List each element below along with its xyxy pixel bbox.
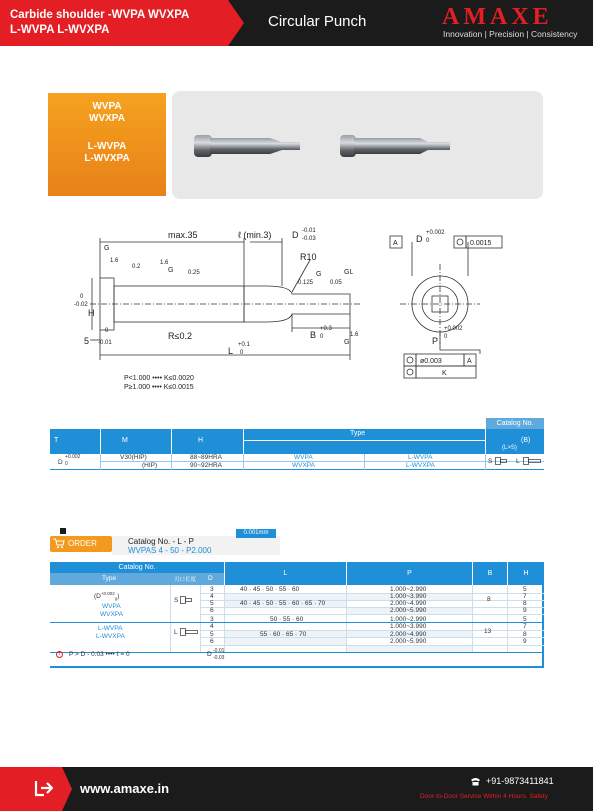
t1-h-M: M [122,437,128,444]
product-photo [172,91,543,199]
table-note [56,648,225,661]
t2-h-P: P [346,562,472,585]
t2-short-blade-icon [180,596,192,604]
rough-1-6-b: 1.6 [110,258,119,264]
order-label: ORDER [68,539,97,548]
t2-h-7: 8 [523,631,527,638]
t2-h-6: 7 [523,623,527,630]
t1-D-upper: +0.002 [65,454,81,460]
rough-0-25: 0.25 [188,270,200,276]
tol-P-upper: +0.002 [444,326,463,332]
dim-max35: max.35 [168,230,198,240]
dim-B-lower: 0 [320,334,324,340]
dim-L-upper: +0.1 [238,342,250,348]
badge-lwvxpa: L-WVXPA [84,153,130,164]
category-title: Circular Punch [268,13,367,30]
mark-G-2: G [168,267,174,274]
dim-B-upper: +0.3 [320,326,332,332]
rough-0-05: 0.05 [330,280,342,286]
note-d-upper: -0.01 [213,648,225,654]
order-format: Catalog No. - L - P [128,537,194,546]
note-circle-icon: i [56,651,63,658]
t2-p-4: 2.000~5.990 [390,607,427,614]
long-blade-icon [523,457,541,465]
badge-wvxpa: WVXPA [89,113,125,124]
t2-g1-S: S [174,597,179,604]
t2-g1-wvxpa: WVXPA [100,611,123,618]
note-d: D [207,651,212,658]
dim-H: H [88,308,95,318]
t2-dtol: $(D^{+0.002}_0)$ [94,591,120,602]
t2-p-2: 1.000~3.990 [390,593,427,600]
t1-lwvxpa: L-WVXPA [406,462,435,469]
header-arrow [228,0,244,46]
t1-D-lower: 0 [65,461,68,467]
k-rule-1: P<1.000 •••• K≤0.0020 [124,375,194,382]
dim-D: D [292,230,299,240]
tol-D: D [416,234,423,244]
note-text: P > D - 0.03 •••• ℓ = 0 [69,651,130,659]
t1-m2: (HIP) [142,462,158,469]
t2-d-5: 3 [210,616,214,623]
mark-G-3: G [316,271,322,278]
rough-1-6-a: 1.6 [160,260,169,266]
dim-L-lower: 0 [240,350,244,356]
t1-D: D [58,459,63,466]
dim-B: B [310,330,317,340]
footer-arrow [62,767,72,811]
t2-h-type: Type [102,575,117,582]
tol-concentricity: ø0.003 [420,358,442,365]
dim-five: 5 [84,336,90,346]
t2-b-g2: 13 [484,628,492,635]
t2-h-8: 9 [523,638,527,645]
tol-P: P [432,336,439,346]
t1-lwvpa: L-WVPA [408,454,433,461]
t2-d-7: 5 [210,631,214,638]
punch-photo-illustration [172,91,543,199]
mark-GL: GL [344,269,354,276]
t2-d-1: 3 [210,586,214,593]
note-d-lower: -0.03 [213,655,225,661]
dim-H-lower: -0.02 [74,302,88,308]
t2-h-2: 7 [523,593,527,600]
t1-wvpa: WVPA [294,454,313,461]
t2-p-6: 1.000~3.990 [390,623,427,630]
product-title-line2: L-WVPA L-WVXPA [10,24,110,36]
rough-0-2: 0.2 [132,264,141,270]
t2-d-3: 5 [210,600,214,607]
dim-H-upper: 0 [80,294,84,300]
dim-five-upper: 0 [105,328,109,334]
t2-h-4: 9 [523,607,527,614]
t2-b-g1: 8 [487,596,491,603]
t2-g2-lwvxpa: L-WVXPA [96,633,125,640]
t2-h-1: 5 [523,586,527,593]
dim-L: L [228,346,234,356]
brand-logo: AMAXE [442,4,553,30]
phone-number[interactable]: +91-9873411841 [486,776,554,786]
punch-1 [194,135,300,157]
badge-lwvpa: L-WVPA [87,141,127,152]
cart-icon [53,538,65,549]
t2-d-4: 6 [210,607,214,614]
tol-K: K [442,370,447,377]
dim-R10: R10 [300,252,317,262]
rough-0-125: 0.125 [298,280,314,286]
model-badge [48,93,166,196]
t1-h-T: T [54,437,59,444]
t1-h-H: H [198,437,204,444]
t2-l-g1a: 40 · 45 · 50 · 55 · 60 [240,586,300,593]
t2-d-2: 4 [210,593,214,600]
tol-D-upper: +0.002 [426,230,445,236]
t2-h-B: B [472,562,507,585]
short-blade-icon [495,457,507,465]
website-link[interactable]: www.amaxe.in [80,781,170,796]
t1-h-B: (B) [521,437,531,444]
product-title-line1: Carbide shoulder -WVPA WVXPA [10,9,190,21]
tol-circularity: 0.0015 [470,240,492,247]
t2-long-blade-icon [180,628,198,636]
t1-h-LS: (L>S) [502,445,517,451]
mark-G-4: G [344,339,350,346]
t2-h-L: L [224,562,346,585]
t2-p-5: 1.000~2.990 [390,616,427,623]
t1-catalog-no: Catalog No. [486,418,544,429]
punch-2 [340,135,450,157]
datum-A: A [393,240,398,247]
exit-arrow-icon [33,777,53,799]
t1-S: S [488,458,493,465]
t2-l-g2a: 50 · 55 · 60 [270,616,304,623]
t1-m1: V30(HIP) [120,454,147,461]
tol-P-lower: 0 [444,334,448,340]
t2-p-1: 1.000~2.990 [390,586,427,593]
order-unit: 0.001mm [236,529,276,538]
t1-L: L [516,458,520,465]
t2-subheader [50,573,224,585]
t2-g1-wvpa: WVPA [102,603,121,610]
t2-p-3: 2.000~4.990 [390,600,427,607]
k-rule-2: P≥1.000 •••• K≤0.0015 [124,384,194,391]
t1-wvxpa: WVXPA [292,462,315,469]
t2-p-7: 2.000~4.990 [390,631,427,638]
t2-h-H: H [507,562,544,585]
t2-h-5: 5 [523,616,527,623]
order-marker [60,528,66,534]
t2-p-8: 2.000~5.990 [390,638,427,645]
order-example-code: WVPAS 4 - 50 - P2.000 [128,546,212,555]
t2-d-8: 6 [210,638,214,645]
phone-icon [470,777,481,786]
t2-g2-lwvpa: L-WVPA [98,625,123,632]
t2-g2-L: L [174,629,178,636]
technical-drawing [60,220,520,400]
t2-h-3: 8 [523,600,527,607]
rough-1-6-c: 1.6 [350,332,359,338]
tol-conc-datum: A [467,358,472,365]
dim-D-upper: -0.01 [302,228,316,234]
t1-type-divider [243,429,485,441]
t2-l-g2b: 55 · 60 · 65 · 70 [260,631,307,638]
badge-wvpa: WVPA [92,101,122,112]
t1-h2: 90~92HRA [190,462,222,469]
dim-D-lower: -0.03 [302,236,316,242]
mark-G-1: G [104,245,110,252]
t1-h1: 88~89HRA [190,454,222,461]
t2-catalog-no: Catalog No. [50,562,224,573]
dim-lmin: ℓ (min.3) [238,230,272,240]
tol-D-lower: 0 [426,238,430,244]
t1-h-type: Type [350,430,366,437]
t1-row [50,454,544,470]
service-note: Door-to-Door Service Within 4 Hours. Safety [420,793,548,800]
product-title [10,8,189,38]
t2-h-blade: 刃口长度 [174,577,197,583]
t2-d-6: 4 [210,623,214,630]
t2-l-g1b: 40 · 45 · 50 · 55 · 60 · 65 · 70 [240,600,326,607]
brand-tagline: Innovation | Precision | Consistency [443,29,578,39]
dim-Rle: R≤0.2 [168,331,192,341]
dim-five-lower: -0.01 [98,340,112,346]
t2-h-D: D [208,575,213,582]
